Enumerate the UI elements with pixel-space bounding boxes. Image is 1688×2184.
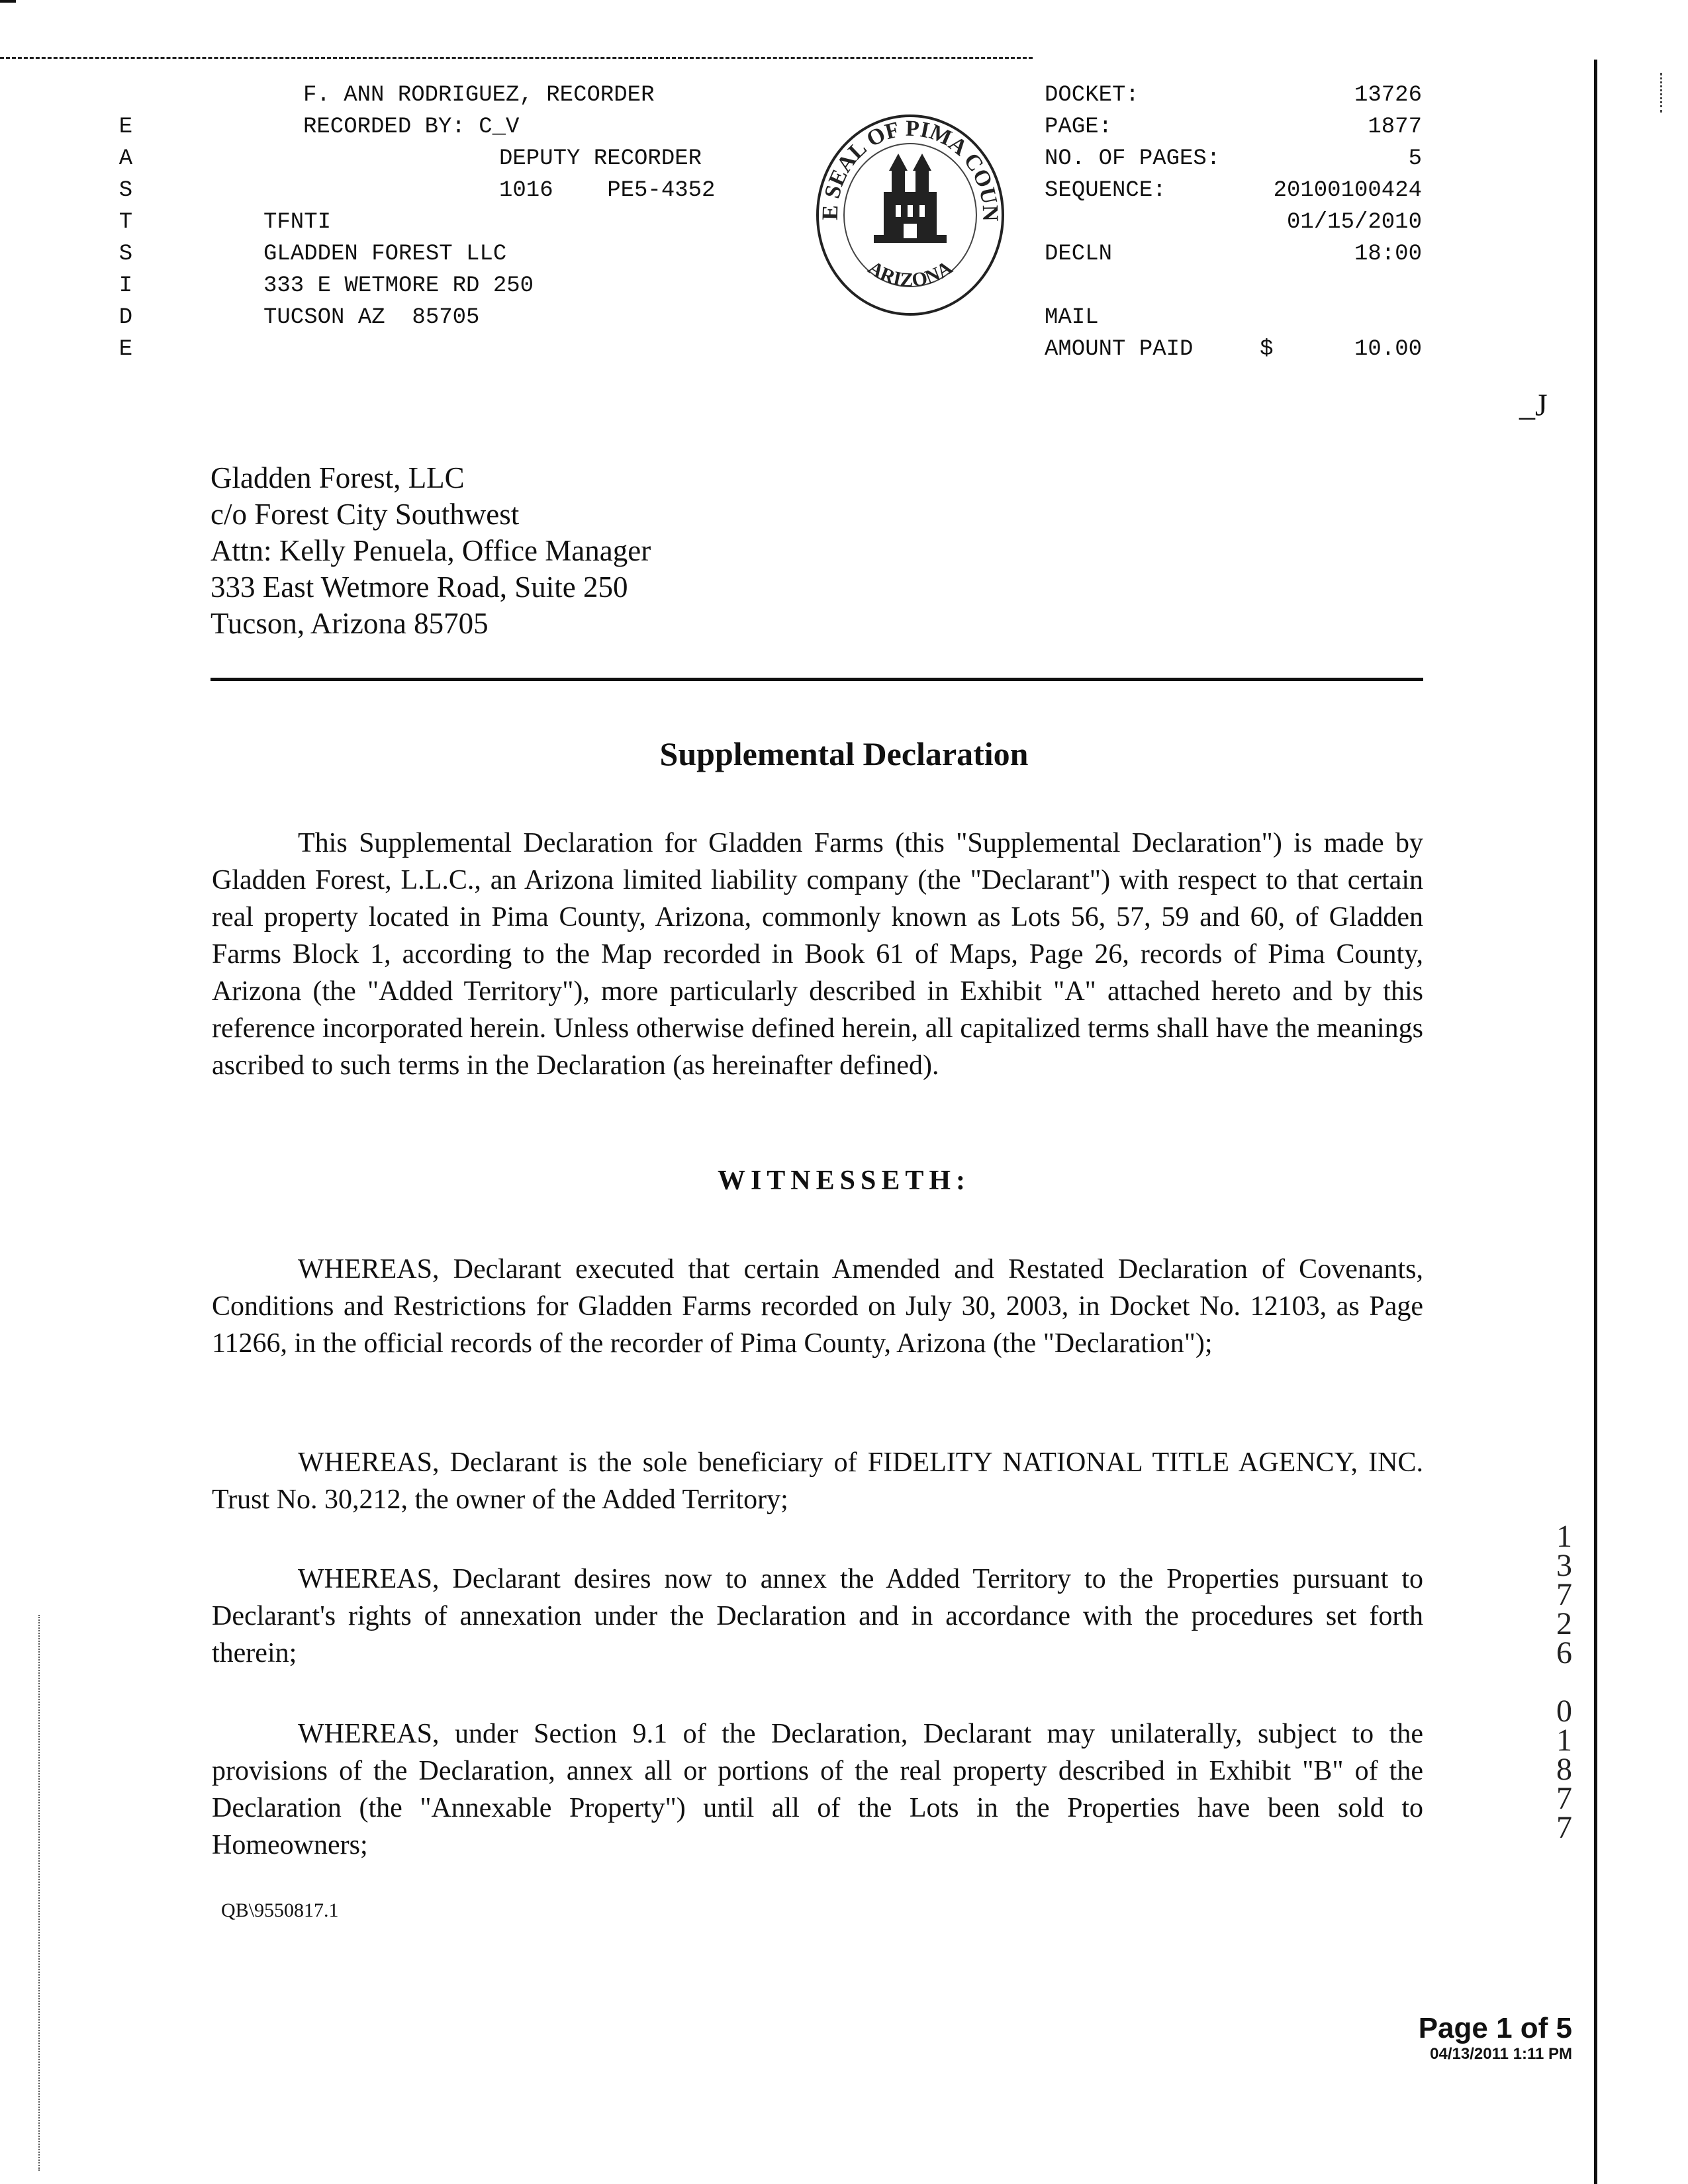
return-company: GLADDEN FOREST LLC — [263, 242, 507, 267]
scan-top-border — [0, 57, 1033, 59]
field-label: MAIL — [1045, 305, 1099, 330]
margin-digit: 8 — [1556, 1752, 1572, 1787]
address-line: Gladden Forest, LLC — [211, 461, 465, 494]
field-label: SEQUENCE: — [1045, 178, 1166, 203]
side-letter: T — [118, 210, 133, 235]
whereas-text: WHEREAS, Declarant is the sole beneficiary of FIDELITY NATIONAL TITLE AGENCY, INC. Trust No. 30,212, the owner of the Added Territory; — [212, 1447, 1423, 1515]
scan-right-border — [1594, 60, 1597, 2184]
recording-field-row — [1045, 334, 1422, 365]
side-letter: E — [118, 114, 133, 140]
header-rule — [211, 678, 1423, 681]
field-value: 18:00 — [1354, 242, 1422, 267]
whereas-text: WHEREAS, Declarant executed that certain Amended and Restated Declaration of Covenants, Conditions and Restrictions for Gladden Farms recorded on July 30, 2003, in Docket No. 12103, as Page 11266, in the official records of the recorder of Pima County, Arizona (the "Declaration"); — [212, 1254, 1423, 1359]
recording-field-row — [1045, 143, 1422, 175]
scan-left-border — [38, 1615, 41, 2171]
recording-field-row — [1045, 79, 1422, 111]
side-letter: D — [118, 305, 133, 330]
margin-mark: _J — [1519, 388, 1548, 423]
margin-digit: 7 — [1556, 1781, 1572, 1816]
return-code: TFNTI — [263, 210, 332, 235]
margin-digit: 6 — [1556, 1635, 1572, 1670]
return-street: 333 E WETMORE RD 250 — [263, 273, 534, 298]
field-value: 01/15/2010 — [1286, 210, 1422, 235]
recorder-block — [303, 79, 727, 206]
recording-field-row — [1045, 238, 1422, 270]
whereas-paragraph — [212, 1561, 1423, 1672]
address-line: 333 East Wetmore Road, Suite 250 — [211, 570, 628, 604]
address-line: Attn: Kelly Penuela, Office Manager — [211, 534, 651, 567]
field-label: PAGE: — [1045, 114, 1113, 140]
page-info — [1419, 2012, 1572, 2064]
side-letter: S — [118, 178, 133, 203]
pima-county-seal — [811, 106, 1009, 324]
margin-digit — [1548, 1668, 1581, 1697]
recorder-name: F. ANN RODRIGUEZ, RECORDER — [303, 83, 655, 108]
recording-field-row — [1045, 111, 1422, 143]
scan-dots — [1660, 73, 1664, 113]
address-line: Tucson, Arizona 85705 — [211, 607, 489, 640]
recording-field-row — [1045, 270, 1422, 302]
side-letter: I — [118, 273, 133, 298]
whereas-paragraph — [212, 1715, 1423, 1864]
intro-paragraph — [212, 825, 1423, 1084]
side-letter: S — [118, 242, 133, 267]
whereas-paragraph — [212, 1444, 1423, 1518]
side-letter: A — [118, 146, 133, 171]
field-label: DOCKET: — [1045, 83, 1139, 108]
seal-top-text: E SEAL OF PIMA COUN — [818, 116, 1003, 222]
field-value: 13726 — [1354, 83, 1422, 108]
margin-docket-numbers — [1548, 1519, 1581, 1845]
scan-dash-mark — [0, 0, 16, 3]
recording-field-row — [1045, 206, 1422, 238]
intro-text: This Supplemental Declaration for Gladden Farms (this "Supplemental Declaration") is made by Gladden Forest, L.L.C., an Arizona limited liability company (the "Declarant") with respect to that certain real property located in Pima County, Arizona, commonly known as Lots 56, 57, 59 and 60, of Gladden Farms Block 1, according to the Map recorded in Book 61 of Maps, Page 26, records of Pima County, Arizona (the "Added Territory"), more particularly described in Exhibit "A" attached hereto and by this reference incorporated herein. Unless otherwise defined herein, all capitalized terms shall have the meanings ascribed to such terms in the Declaration (as hereinafter defined). — [212, 828, 1423, 1081]
document-id: QB\9550817.1 — [221, 1899, 339, 1921]
field-value: $ 10.00 — [1260, 337, 1422, 362]
margin-digit: 0 — [1556, 1694, 1572, 1729]
mailing-address — [211, 460, 651, 642]
field-value: 1877 — [1368, 114, 1422, 140]
recorder-code: 1016 PE5-4352 — [499, 178, 716, 203]
witnesseth-heading: WITNESSETH: — [717, 1165, 971, 1196]
eastside-side-letters — [113, 111, 139, 365]
print-timestamp: 04/13/2011 1:11 PM — [1430, 2045, 1572, 2063]
margin-digit: 1 — [1556, 1723, 1572, 1758]
field-label: NO. OF PAGES: — [1045, 146, 1221, 171]
seal-bottom-text: ARIZONA — [864, 256, 957, 292]
recording-fields — [1045, 79, 1422, 365]
margin-digit: 2 — [1556, 1606, 1572, 1641]
field-label: DECLN — [1045, 242, 1113, 267]
recorded-by: RECORDED BY: C_V — [303, 114, 520, 140]
field-value: 5 — [1408, 146, 1422, 171]
return-city: TUCSON AZ 85705 — [263, 305, 480, 330]
page-label: Page 1 of 5 — [1418, 2012, 1572, 2044]
return-address-block — [263, 206, 727, 334]
whereas-paragraph — [212, 1251, 1423, 1362]
field-label: AMOUNT PAID — [1045, 337, 1194, 362]
side-letter: E — [118, 337, 133, 362]
address-line: c/o Forest City Southwest — [211, 498, 520, 531]
recording-field-row — [1045, 302, 1422, 334]
whereas-text: WHEREAS, under Section 9.1 of the Declaration, Declarant may unilaterally, subject to the provisions of the Declaration, annex all or portions of the real property described in Exhibit "B" of the Declaration (the "Annexable Property") until all of the Lots in the Properties have been sold to Homeowners; — [212, 1719, 1423, 1860]
deputy-recorder: DEPUTY RECORDER — [499, 146, 702, 171]
margin-digit: 3 — [1556, 1548, 1572, 1583]
field-value: 20100100424 — [1273, 178, 1422, 203]
recording-field-row — [1045, 175, 1422, 206]
whereas-text: WHEREAS, Declarant desires now to annex the Added Territory to the Properties pursuant to Declarant's rights of annexation under the Declaration and in accordance with the procedures set forth therein; — [212, 1564, 1423, 1668]
margin-digit: 7 — [1556, 1577, 1572, 1612]
margin-digit: 7 — [1556, 1810, 1572, 1845]
document-title: Supplemental Declaration — [659, 735, 1029, 772]
margin-digit: 1 — [1556, 1519, 1572, 1554]
